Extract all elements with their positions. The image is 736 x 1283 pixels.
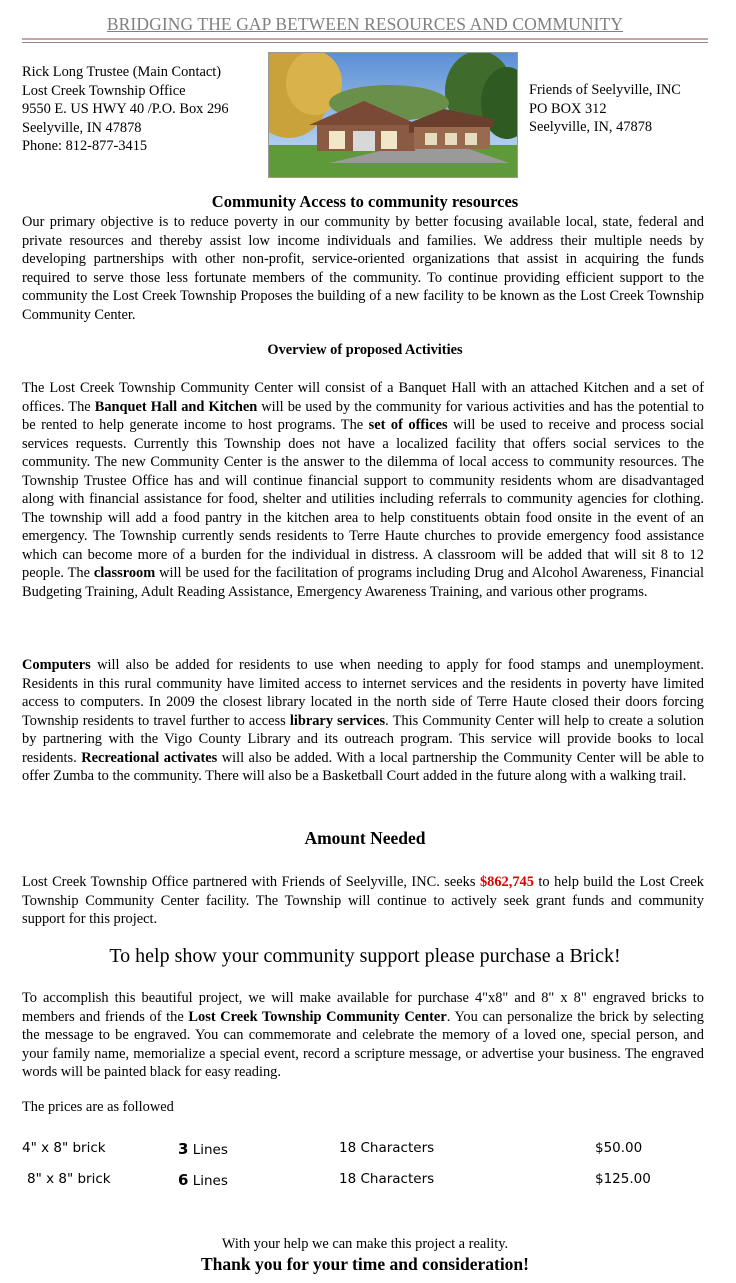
contact-line: Seelyville, IN 47878	[22, 119, 142, 136]
prices-label: The prices are as followed	[22, 1099, 174, 1115]
section-title-overview: Overview of proposed Activities	[267, 342, 463, 358]
amount-paragraph: Lost Creek Township Office partnered with Friends of Seelyville, INC. seeks $862,745 to help build the Lost Creek Township Community Center facility. The Township will continue to actively seek grant funds and community support for this project.	[22, 874, 704, 927]
price-row	[22, 1171, 712, 1191]
contact-line: Lost Creek Township Office	[22, 82, 186, 99]
contact-line: Phone: 812-877-3415	[22, 138, 148, 154]
brick-characters: 18 Characters	[339, 1171, 435, 1187]
header-rule-thin	[22, 42, 708, 43]
contact-right	[529, 81, 681, 137]
building-photo	[268, 52, 518, 178]
brick-price: $125.00	[595, 1171, 651, 1187]
brick-size: 8" x 8" brick	[27, 1171, 111, 1187]
brick-characters: 18 Characters	[339, 1140, 435, 1156]
banner-title: BRIDGING THE GAP BETWEEN RESOURCES AND COMMUNITY	[106, 14, 624, 34]
amount-value: $862,745	[479, 874, 534, 890]
contact-line: 9550 E. US HWY 40 /P.O. Box 296	[22, 101, 229, 117]
contact-line: Friends of Seelyville, INC	[529, 82, 681, 98]
contact-left	[22, 63, 229, 156]
section-title-community-access: Community Access to community resources	[211, 192, 519, 211]
brick-size: 4" x 8" brick	[22, 1140, 106, 1156]
brick-lines: 6 Lines	[178, 1171, 228, 1189]
brick-lines: 3 Lines	[178, 1140, 228, 1158]
price-row	[22, 1140, 712, 1160]
contact-line: Seelyville, IN, 47878	[529, 119, 653, 135]
brick-paragraph: To accomplish this beautiful project, we will make available for purchase 4"x8" and 8" x 8" engraved bricks to members and friends of the Lost Creek Township Community Center. You can personalize the brick by selecting the message to be engraved. You can commemorate and celebrate the memory of a loved one, special person, and your family name, memorialize a special event, record a scripture message, or advertise your business. The engraved words will be painted black for easy reading.	[22, 990, 705, 1080]
intro-paragraph: Our primary objective is to reduce poverty in our community by better focusing available local, state, federal and private resources and thereby assist low income individuals and families. We address their multiple needs by developing partnerships with other non-profit, service-oriented organizations that assist in acquiring the funds required to serve those less fortunate members of the community. To continue providing efficient support to the community the Lost Creek Township Proposes the building of a new facility to be known as the Lost Creek Township Community Center.	[22, 214, 704, 323]
contact-line: Rick Long Trustee (Main Contact)	[22, 64, 222, 80]
brick-heading: To help show your community support please purchase a Brick!	[109, 945, 621, 967]
header-rule	[22, 38, 708, 40]
section-title-amount: Amount Needed	[304, 828, 426, 848]
computers-paragraph: Computers will also be added for residents to use when needing to apply for food stamps and unemployment. Residents in this rural community have limited access to internet services and the residents in poverty have limited access to computers. In 2009 the closest library located in the north side of Terre Haute closed their doors forcing Township residents to travel further to access library services. This Community Center will help to create a solution by partnering with the Vigo County Library and its outreach program. This service will provide books to local residents. Recreational activates will also be added. With a local partnership the Community Center will be able to offer Zumba to the community. There will also be a Basketball Court added in the future along with a walking trail.	[22, 657, 704, 784]
building-illustration	[269, 53, 517, 177]
closing-thanks: Thank you for your time and consideration!	[200, 1254, 529, 1274]
contact-line: PO BOX 312	[529, 100, 607, 117]
overview-paragraph: The Lost Creek Township Community Center will consist of a Banquet Hall with an attached Kitchen and a set of offices. The Banquet Hall and Kitchen will be used by the community for various activities and has the potential to be rented to help generate income to host programs. The set of offices will be used to receive and process social services requests. Currently this Township does not have a localized facility that offers social services to the community. The new Community Center is the answer to the dilemma of local access to community resources. The Township Trustee Office has and will continue financial support to community residents whom are disadvantaged along with financial assistance for food, shelter and utilities including referrals to community agencies for clothing. The township will add a food pantry in the kitchen area to help constituents obtain food onsite in the event of an emergency. The Township currently sends residents to Terre Haute churches to provide emergency food assistance which can become more of a burden for the individual in distress. A classroom will be added that will sit 8 to 12 people. The classroom will be used for the facilitation of programs including Drug and Alcohol Awareness, Financial Budgeting Training, Adult Reading Assistance, Emergency Awareness Training, and various other programs.	[22, 380, 704, 600]
brick-price: $50.00	[595, 1140, 643, 1156]
closing-line: With your help we can make this project a reality.	[221, 1236, 509, 1252]
